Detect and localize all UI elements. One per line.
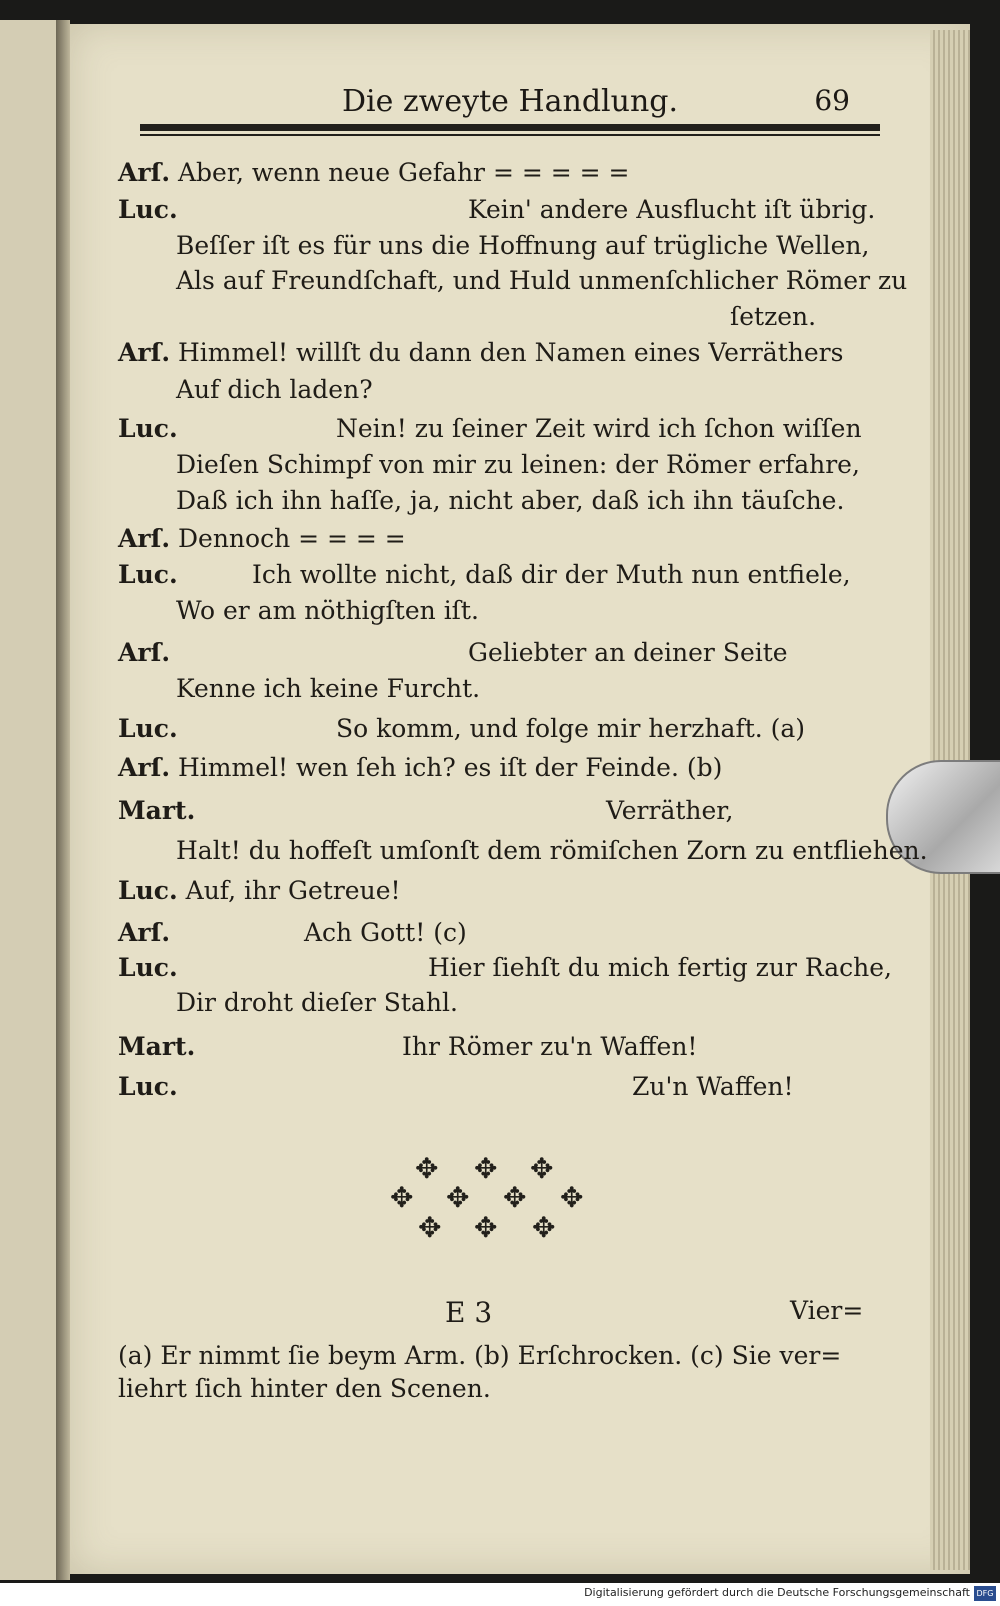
- speaker-label: Luc.: [118, 953, 178, 982]
- ornament-icon: ✥: [418, 1211, 442, 1244]
- dialogue-line: [118, 416, 178, 441]
- ornament-icon: ✥: [390, 1181, 414, 1214]
- line-text: Nein! zu ſeiner Zeit wird ich ſchon wiſſen: [336, 414, 862, 443]
- footnote-line: (a) Er nimmt ſie beym Arm. (b) Erſchrocken. (c) Sie ver=: [118, 1341, 842, 1370]
- page-number: 69: [814, 84, 850, 117]
- line-text: Hier ſiehſt du mich fertig zur Rache,: [428, 953, 892, 982]
- dialogue-line: [118, 160, 629, 185]
- header-rule: [140, 124, 880, 131]
- ornament-icon: ✥: [532, 1211, 556, 1244]
- ornament-icon: ✥: [503, 1181, 527, 1214]
- line-text: Auf dich laden?: [176, 375, 373, 404]
- line-text: Ach Gott! (c): [304, 918, 467, 947]
- line-text: Dieſen Schimpf von mir zu leinen: der Römer erfahre,: [176, 450, 860, 479]
- line-text: Ich wollte nicht, daß dir der Muth nun entfiele,: [252, 560, 851, 589]
- dialogue-line: [118, 716, 178, 741]
- line-text: Kenne ich keine Furcht.: [176, 674, 481, 703]
- running-header: [140, 84, 880, 124]
- catchword: Vier=: [790, 1296, 864, 1325]
- footer-bar: [0, 1583, 1000, 1606]
- speaker-label: Luc.: [118, 560, 178, 589]
- speaker-label: Arſ.: [118, 158, 171, 187]
- speaker-label: Luc.: [118, 714, 178, 743]
- line-text: ſetzen.: [730, 302, 817, 331]
- line-text: Wo er am nöthigſten iſt.: [176, 596, 479, 625]
- line-text: Himmel! willſt du dann den Namen eines Verräthers: [177, 338, 844, 367]
- speaker-label: Mart.: [118, 1032, 196, 1061]
- line-text: So komm, und folge mir herzhaft. (a): [336, 714, 806, 743]
- line-text: Kein' andere Ausflucht iſt übrig.: [468, 195, 876, 224]
- speaker-label: Luc.: [118, 1072, 178, 1101]
- line-text: Halt! du hoffeſt umſonſt dem römiſchen Zorn zu entfliehen.: [176, 836, 928, 865]
- dialogue-line: [118, 755, 722, 780]
- funding-credit: Digitalisierung gefördert durch die Deutsche Forschungsgemeinschaft: [584, 1586, 970, 1599]
- header-rule-thin: [140, 134, 880, 136]
- ornament-icon: ✥: [560, 1181, 584, 1214]
- dfg-logo-icon: DFG: [974, 1586, 996, 1601]
- speaker-label: Arſ.: [118, 638, 171, 667]
- ornament-icon: ✥: [474, 1152, 498, 1185]
- line-text: Dennoch = = = =: [177, 524, 406, 553]
- signature-mark: E 3: [445, 1296, 493, 1329]
- dialogue-line: [118, 562, 178, 587]
- dialogue-line: [118, 1034, 195, 1059]
- line-text: Aber, wenn neue Gefahr = = = = =: [177, 158, 630, 187]
- left-page-edge: [0, 20, 60, 1580]
- line-text: Daß ich ihn haſſe, ja, nicht aber, daß ich ihn täuſche.: [176, 486, 845, 515]
- line-text: Auf, ihr Getreue!: [185, 876, 401, 905]
- line-text: Beſſer iſt es für uns die Hoffnung auf trügliche Wellen,: [176, 231, 870, 260]
- running-title: Die zweyte Handlung.: [341, 84, 679, 119]
- line-text: Als auf Freundſchaft, und Huld unmenſchlicher Römer zu: [176, 266, 908, 295]
- line-text: Geliebter an deiner Seite: [468, 638, 788, 667]
- speaker-label: Arſ.: [118, 918, 171, 947]
- dialogue-line: [118, 640, 170, 665]
- dialogue-line: [118, 197, 178, 222]
- book-gutter: [56, 20, 70, 1580]
- speaker-label: Arſ.: [118, 524, 171, 553]
- speaker-label: Luc.: [118, 414, 178, 443]
- dialogue-line: [118, 798, 195, 823]
- line-text: Verräther,: [606, 796, 734, 825]
- ornament-icon: ✥: [446, 1181, 470, 1214]
- line-text: Ihr Römer zu'n Waffen!: [402, 1032, 698, 1061]
- speaker-label: Luc.: [118, 876, 178, 905]
- dialogue-line: [118, 878, 401, 903]
- ornament-icon: ✥: [530, 1152, 554, 1185]
- dialogue-line: [118, 920, 170, 945]
- speaker-label: Arſ.: [118, 338, 171, 367]
- dialogue-line: [118, 340, 843, 365]
- dialogue-line: [118, 955, 178, 980]
- line-text: Himmel! wen ſeh ich? es iſt der Feinde. (b): [177, 753, 723, 782]
- line-text: Zu'n Waffen!: [632, 1072, 794, 1101]
- speaker-label: Arſ.: [118, 753, 171, 782]
- footnote-line: liehrt ſich hinter den Scenen.: [118, 1374, 491, 1403]
- line-text: Dir droht dieſer Stahl.: [176, 988, 458, 1017]
- dialogue-line: [118, 1074, 178, 1099]
- dialogue-line: [118, 526, 406, 551]
- ornament-icon: ✥: [415, 1152, 439, 1185]
- speaker-label: Luc.: [118, 195, 178, 224]
- ornament-icon: ✥: [474, 1211, 498, 1244]
- speaker-label: Mart.: [118, 796, 196, 825]
